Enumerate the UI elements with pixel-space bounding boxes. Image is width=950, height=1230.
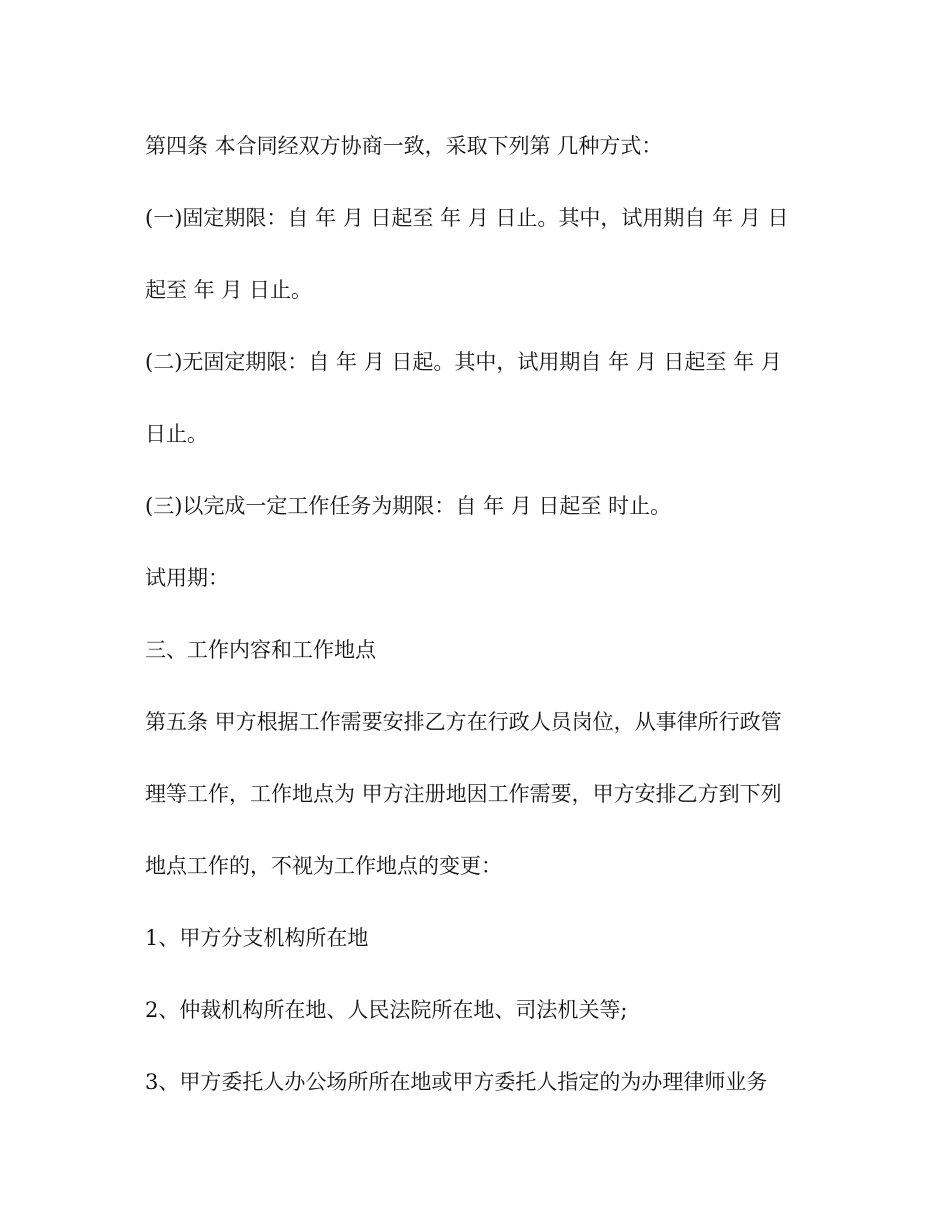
text-line-term-fixed-cont: 起至 年 月 日止。 xyxy=(145,278,313,302)
text-line-term-task: (三)以完成一定工作任务为期限：自 年 月 日起至 时止。 xyxy=(145,494,672,518)
text-line-term-open-cont: 日止。 xyxy=(145,422,208,446)
text-line-article-5-cont: 理等工作，工作地点为 甲方注册地因工作需要，甲方安排乙方到下列 xyxy=(145,782,782,806)
text-line-probation: 试用期： xyxy=(145,566,229,590)
list-item-3: 3、甲方委托人办公场所所在地或甲方委托人指定的为办理律师业务 xyxy=(145,1070,768,1094)
text-line-term-open: (二)无固定期限：自 年 月 日起。其中，试用期自 年 月 日起至 年 月 xyxy=(145,350,782,374)
text-line-article-4: 第四条 本合同经双方协商一致，采取下列第 几种方式： xyxy=(145,134,663,158)
text-line-term-fixed: (一)固定期限：自 年 月 日起至 年 月 日止。其中，试用期自 年 月 日 xyxy=(145,206,789,230)
text-line-article-5: 第五条 甲方根据工作需要安排乙方在行政人员岗位，从事律所行政管 xyxy=(145,710,782,734)
list-item-1: 1、甲方分支机构所在地 xyxy=(145,926,369,950)
text-line-article-5-cont2: 地点工作的，不视为工作地点的变更： xyxy=(145,854,502,878)
list-item-2: 2、仲裁机构所在地、人民法院所在地、司法机关等; xyxy=(145,998,628,1022)
section-heading-work-content: 三、工作内容和工作地点 xyxy=(145,638,376,662)
